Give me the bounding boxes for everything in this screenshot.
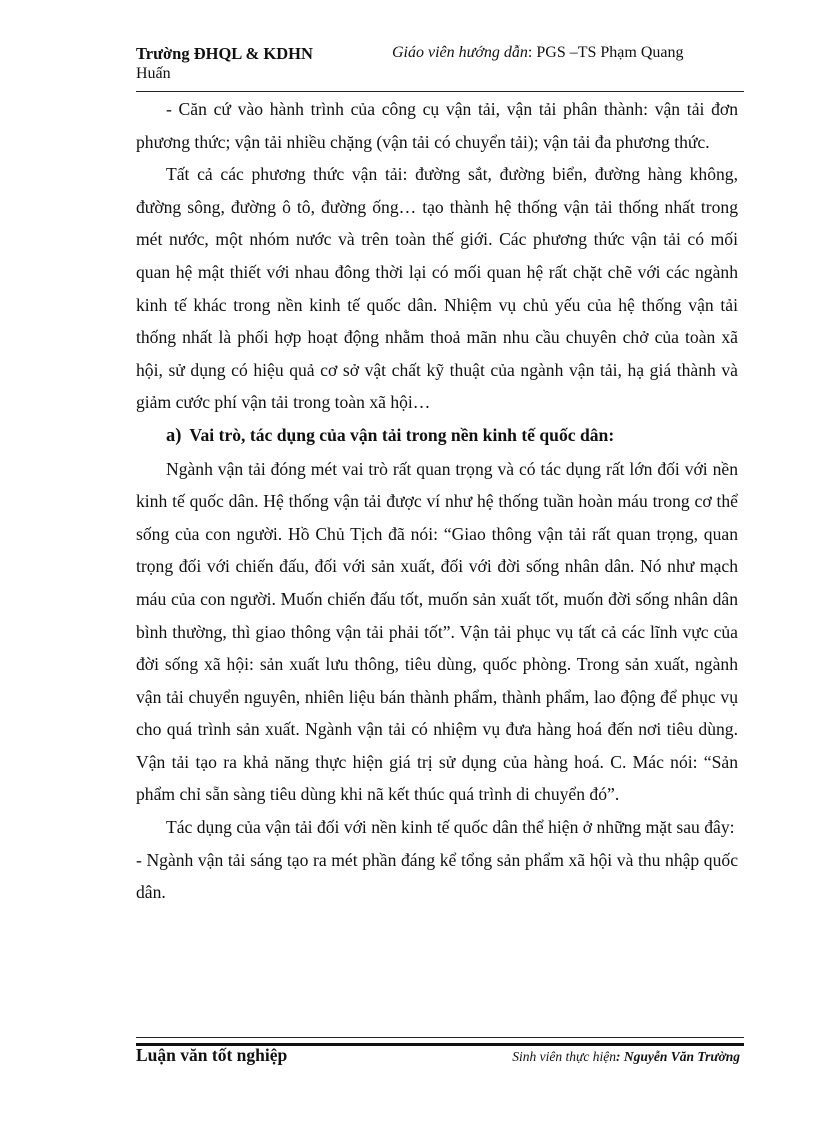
page-header xyxy=(136,44,736,88)
paragraph-transport-role: Ngành vận tải đóng mét vai trò rất quan trọng và có tác dụng rất lớn đối với nền kinh tế quốc dân. Hệ thống vận tải được ví như hệ thống tuần hoàn máu trong cơ thể sống của con người. Hồ Chủ Tịch đã nói: “Giao thông vận tải rất quan trọng, quan trọng đối với chiến đấu, đối với sản xuất, đối với đời sống nhân dân. Nó như mạch máu của con người. Muốn chiến đấu tốt, muốn sản xuất tốt, muốn đời sống nhân dân bình thường, thì giao thông vận tải phải tốt”. Vận tải phục vụ tất cả các lĩnh vực của đời sống xã hội: sản xuất lưu thông, tiêu dùng, quốc phòng. Trong sản xuất, ngành vận tải chuyển nguyên, nhiên liệu bán thành phẩm, thành phẩm, lao động để phục vụ cho quá trình sản xuất. Ngành vận tải có nhiệm vụ đưa hàng hoá đến nơi tiêu dùng. Vận tải tạo ra khả năng thực hiện giá trị sử dụng của hàng hoá. C. Mác nói: “Sản phẩm chỉ sẵn sàng tiêu dùng khi nã kết thúc quá trình di chuyển đó”. xyxy=(136,458,738,805)
footer-student-label: Sinh viên thực hiện xyxy=(512,1049,617,1064)
page-footer xyxy=(136,1045,744,1069)
section-heading-letter: a) xyxy=(166,425,182,446)
footer-thesis-label: Luận văn tốt nghiệp xyxy=(136,1045,288,1065)
header-school-name: Trường ĐHQL & KDHN xyxy=(136,44,313,63)
header-rule xyxy=(136,91,744,92)
footer-student-separator: : xyxy=(616,1049,624,1064)
paragraph-effect-item-1: - Ngành vận tải sáng tạo ra mét phần đáng kể tổng sản phẩm xã hội và thu nhập quốc dân. xyxy=(136,849,738,903)
paragraph-transport-classification: - Căn cứ vào hành trình của công cụ vận tải, vận tải phân thành: vận tải đơn phương thức; vận tải nhiều chặng (vận tải có chuyển tải); vận tải đa phương thức. xyxy=(136,99,738,152)
document-body xyxy=(136,93,738,909)
paragraph-transport-system: Tất cả các phương thức vận tải: đường sắt, đường biển, đường hàng không, đường sông, đường ô tô, đường ống… tạo thành hệ thống vận tải thống nhất trong mét nước, một nhóm nước và trên toàn thế giới. Các phương thức vận tải có mối quan hệ mật thiết với nhau đông thời lại có mối quan hệ rất chặt chẽ với các ngành kinh tế khác trong nền kinh tế quốc dân. Nhiệm vụ chủ yếu của hệ thống vận tải thống nhất là phối hợp hoạt động nhằm thoả mãn nhu cầu chuyên chở của toàn xã hội, sử dụng có hiệu quả cơ sở vật chất kỹ thuật của ngành vận tải, hạ giá thành và giảm cước phí vận tải trong toàn xã hội… xyxy=(136,164,738,413)
header-advisor-name: PGS –TS Phạm Quang xyxy=(536,44,684,61)
footer-student xyxy=(512,1049,740,1065)
header-advisor-label: Giáo viên hướng dẫn xyxy=(392,44,528,61)
footer-student-name: Nguyễn Văn Trường xyxy=(623,1049,740,1064)
paragraph-transport-effects: Tác dụng của vận tải đối với nền kinh tế quốc dân thể hiện ở những mặt sau đây: xyxy=(166,817,735,838)
header-advisor xyxy=(392,44,684,62)
header-advisor-name-continued: Huấn xyxy=(136,65,171,82)
section-heading xyxy=(136,419,738,453)
section-heading-text: Vai trò, tác dụng của vận tải trong nền kinh tế quốc dân: xyxy=(189,424,615,445)
header-advisor-separator: : xyxy=(527,44,537,61)
